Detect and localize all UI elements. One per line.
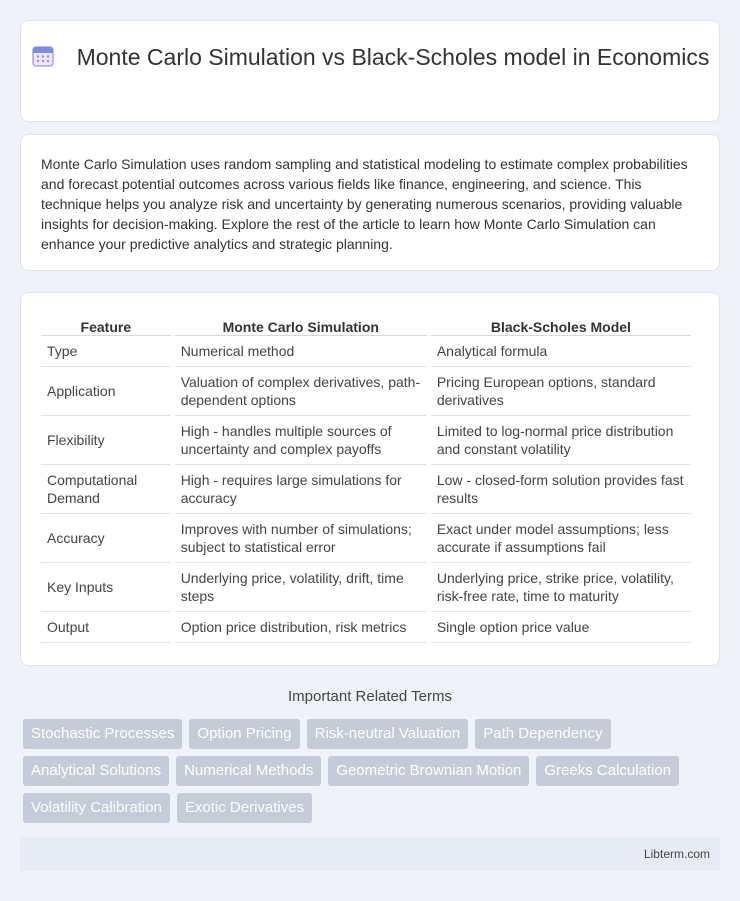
page-title: Monte Carlo Simulation vs Black-Scholes model in Economics [76,44,710,70]
header-black-scholes: Black-Scholes Model [431,315,691,336]
cell-black-scholes: Limited to log-normal price distribution and constant volatility [431,416,691,465]
tag-risk-neutral-valuation[interactable]: Risk-neutral Valuation [307,719,469,749]
related-terms-title: Important Related Terms [288,688,452,705]
tag-volatility-calibration[interactable]: Volatility Calibration [23,793,170,823]
cell-monte-carlo: High - handles multiple sources of uncertainty and complex payoffs [175,416,427,465]
cell-black-scholes: Exact under model assumptions; less accurate if assumptions fail [431,514,691,563]
table-row [41,563,691,612]
table-row [41,336,691,367]
cell-monte-carlo: High - requires large simulations for accuracy [175,465,427,514]
cell-monte-carlo: Option price distribution, risk metrics [175,612,427,643]
cell-feature: Accuracy [41,514,171,563]
table-row [41,514,691,563]
intro-paragraph: Monte Carlo Simulation uses random sampling and statistical modeling to estimate complex probabilities and forecast potential outcomes across various fields like finance, engineering, and science. This technique helps you analyze risk and uncertainty by generating numerous scenarios, providing valuable insights for decision-making. Explore the rest of the article to learn how Monte Carlo Simulation can enhance your predictive analytics and strategic planning. [41,156,688,252]
cell-black-scholes: Analytical formula [431,336,691,367]
cell-monte-carlo: Numerical method [175,336,427,367]
tag-option-pricing[interactable]: Option Pricing [189,719,299,749]
tag-greeks-calculation[interactable]: Greeks Calculation [536,756,679,786]
header-card [20,20,720,122]
cell-monte-carlo: Improves with number of simulations; subject to statistical error [175,514,427,563]
tag-exotic-derivatives[interactable]: Exotic Derivatives [177,793,312,823]
table-row [41,465,691,514]
header-monte-carlo: Monte Carlo Simulation [175,315,427,336]
cell-feature: Type [41,336,171,367]
tag-stochastic-processes[interactable]: Stochastic Processes [23,719,182,749]
cell-black-scholes: Pricing European options, standard derivatives [431,367,691,416]
cell-black-scholes: Underlying price, strike price, volatility, risk-free rate, time to maturity [431,563,691,612]
tag-row [23,719,723,749]
comparison-table [37,315,695,643]
footer-site-link[interactable]: Libterm.com [643,847,710,861]
tag-row [23,756,723,786]
calendar-icon [31,44,55,68]
cell-feature: Flexibility [41,416,171,465]
footer [20,837,720,871]
cell-feature: Key Inputs [41,563,171,612]
tag-numerical-methods[interactable]: Numerical Methods [176,756,321,786]
cell-monte-carlo: Underlying price, volatility, drift, time steps [175,563,427,612]
cell-black-scholes: Low - closed-form solution provides fast results [431,465,691,514]
cell-feature: Computational Demand [41,465,171,514]
tag-geometric-brownian-motion[interactable]: Geometric Brownian Motion [328,756,529,786]
table-row [41,612,691,643]
cell-feature: Application [41,367,171,416]
tag-path-dependency[interactable]: Path Dependency [475,719,610,749]
table-row [41,367,691,416]
comparison-table-card [20,292,720,666]
page-title-wrap [21,43,719,72]
cell-black-scholes: Single option price value [431,612,691,643]
cell-monte-carlo: Valuation of complex derivatives, path-dependent options [175,367,427,416]
related-terms-tags [23,719,723,830]
table-row [41,416,691,465]
header-feature: Feature [41,315,171,336]
tag-analytical-solutions[interactable]: Analytical Solutions [23,756,169,786]
cell-feature: Output [41,612,171,643]
table-header-row [41,315,691,336]
intro-card [20,134,720,271]
tag-row [23,793,723,823]
